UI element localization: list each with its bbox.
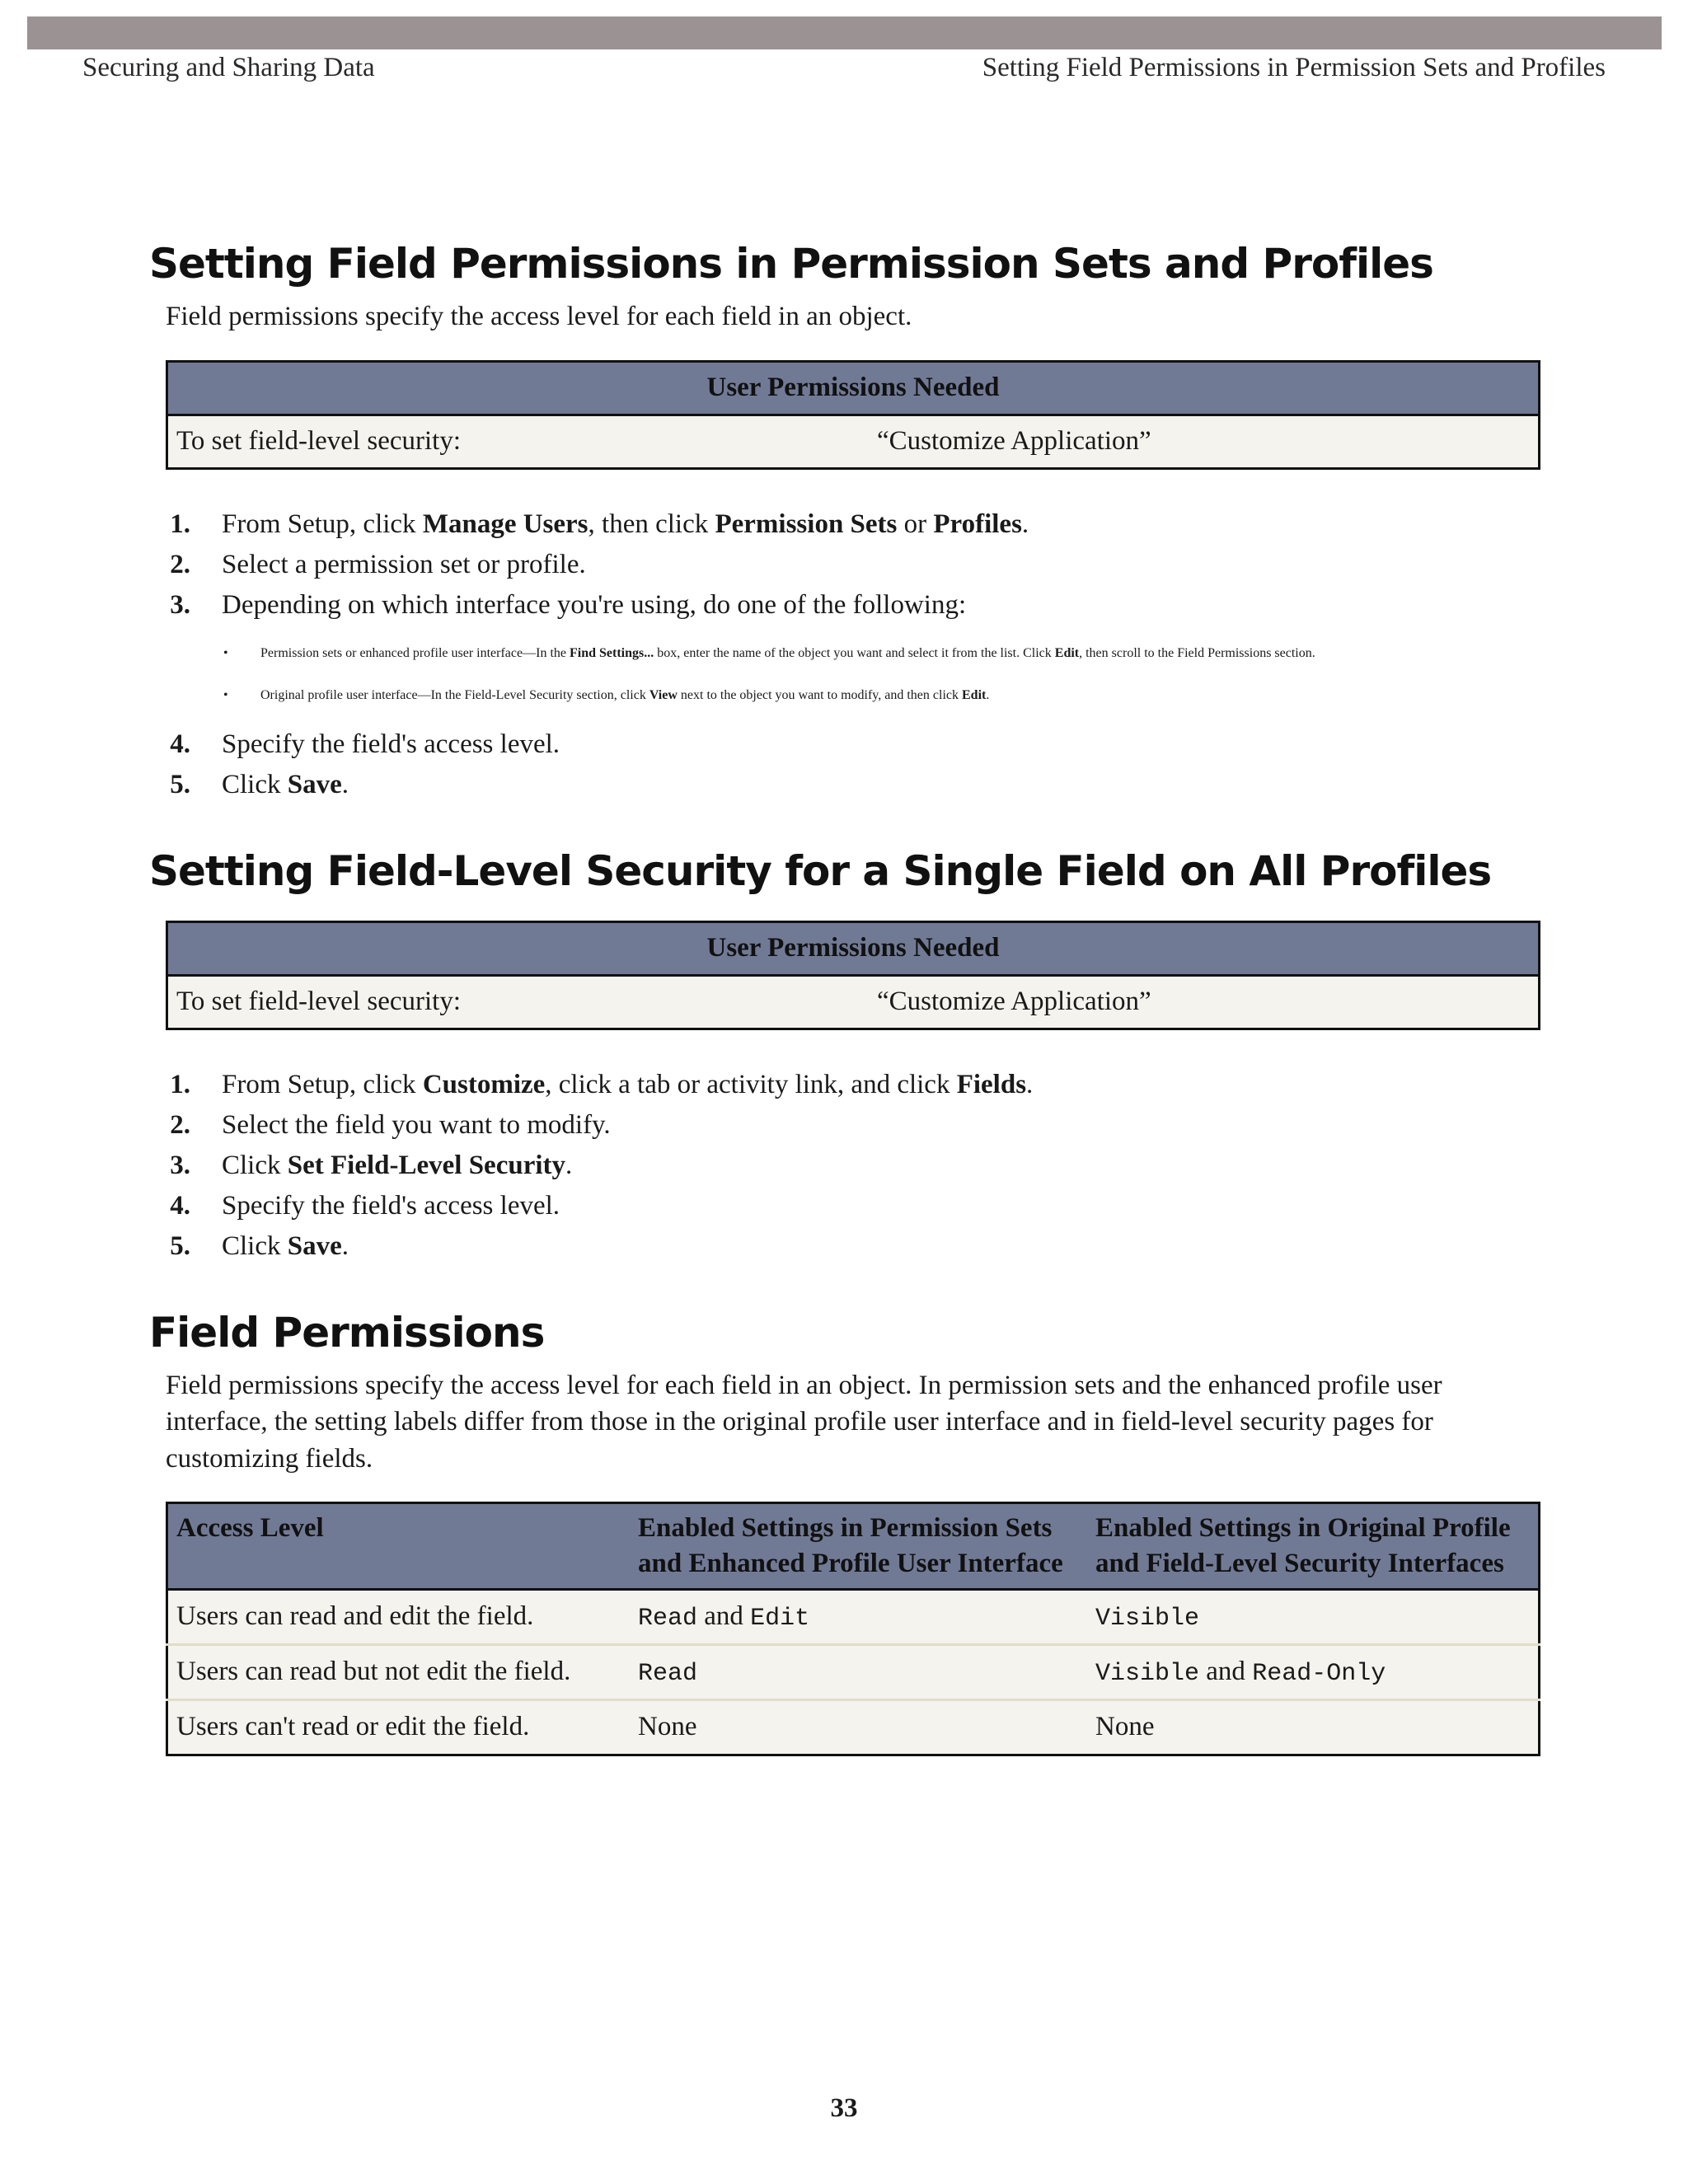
list-item [166, 677, 1542, 713]
setting-code: Read [638, 1659, 698, 1688]
table-row [167, 415, 1540, 468]
table-cell: “Customize Application” [869, 415, 1540, 468]
table-row [167, 1699, 1540, 1755]
list-item [166, 545, 1542, 585]
list-item [166, 1226, 1542, 1267]
step-number: 2. [170, 549, 190, 579]
steps-list [149, 724, 1542, 805]
table-cell [630, 1589, 1087, 1644]
field-permissions-table [166, 1502, 1540, 1756]
step-text: box, enter the name of the object you want and select it from the list. Click [654, 645, 1055, 660]
step-number: 5. [170, 769, 190, 799]
step-text: Select the field you want to modify. [222, 1109, 611, 1140]
section-title: Setting Field Permissions in Permission Sets and Profiles [149, 240, 1433, 288]
step-text: Select a permission set or profile. [222, 549, 586, 579]
step-text: . [986, 687, 990, 702]
step-text: or [897, 509, 934, 539]
table-cell: Users can read but not edit the field. [167, 1644, 631, 1699]
list-item [166, 724, 1542, 765]
step-text: , then click [588, 509, 715, 539]
steps-list [149, 1065, 1542, 1267]
step-text: . [341, 1230, 349, 1261]
bullet-icon: • [223, 645, 228, 660]
running-header-right: Setting Field Permissions in Permission Sets and Profiles [982, 53, 1606, 82]
step-text: From Setup, click [222, 509, 423, 539]
list-item [166, 1146, 1542, 1186]
cell-text: and [1199, 1656, 1253, 1686]
column-header: Enabled Settings in Original Profile and Field-Level Security Interfaces [1087, 1503, 1540, 1590]
bullet-list [149, 635, 1542, 713]
ui-label: Customize [422, 1069, 546, 1099]
table-cell [1087, 1644, 1540, 1699]
table-cell: Users can't read or edit the field. [167, 1699, 631, 1755]
page-number: 33 [830, 2093, 858, 2123]
ui-label: Set Field-Level Security [287, 1150, 566, 1180]
table-cell: To set field-level security: [167, 415, 870, 468]
step-number: 2. [170, 1109, 190, 1140]
section-title: Setting Field-Level Security for a Single Field on All Profiles [149, 846, 1492, 895]
step-text: Specify the field's access level. [222, 1190, 560, 1221]
step-number: 3. [170, 589, 190, 620]
cell-text: and [697, 1601, 751, 1631]
step-text: next to the object you want to modify, and then click [677, 687, 962, 702]
page-content [149, 239, 1542, 1756]
step-text: . [565, 1150, 573, 1180]
list-item [166, 1105, 1542, 1146]
table-cell [1087, 1589, 1540, 1644]
step-text: , click a tab or activity link, and click [545, 1069, 957, 1099]
column-header: Access Level [167, 1503, 631, 1590]
step-text: Click [222, 769, 288, 799]
ui-label: Edit [1054, 645, 1080, 660]
list-item [166, 504, 1542, 545]
ui-label: View [649, 687, 678, 702]
ui-label: Save [287, 1230, 342, 1261]
ui-label: Manage Users [422, 509, 588, 539]
ui-label: Find Settings... [569, 645, 654, 660]
bullet-icon: • [223, 687, 228, 702]
step-text: Click [222, 1150, 288, 1180]
top-color-bar [27, 16, 1662, 49]
ui-label: Edit [962, 687, 987, 702]
step-text: Permission sets or enhanced profile user interface—In the [260, 645, 570, 660]
table-row [167, 1589, 1540, 1644]
step-text: Click [222, 1230, 288, 1261]
table-row [167, 975, 1540, 1029]
step-text: Specify the field's access level. [222, 729, 560, 759]
section-title: Field Permissions [149, 1308, 545, 1357]
table-cell: Users can read and edit the field. [167, 1589, 631, 1644]
table-cell [630, 1644, 1087, 1699]
table-cell: To set field-level security: [167, 975, 870, 1029]
section-lead: Field permissions specify the access level for each field in an object. In permission sets and the enhanced profile user interface, the setting labels differ from those in the original profile user interface and in field-level security pages for customizing fields. [166, 1370, 1442, 1474]
list-item [166, 1186, 1542, 1226]
list-item [166, 635, 1542, 671]
ui-label: Save [287, 769, 342, 799]
section-lead: Field permissions specify the access level for each field in an object. [166, 302, 912, 331]
setting-code: Edit [750, 1604, 810, 1633]
list-item [166, 1065, 1542, 1105]
list-item [166, 765, 1542, 805]
step-number: 5. [170, 1230, 190, 1261]
ui-label: Fields [956, 1069, 1027, 1099]
step-text: From Setup, click [222, 1069, 423, 1099]
step-text: Depending on which interface you're using, do one of the following: [222, 589, 967, 620]
table-row [167, 1644, 1540, 1699]
step-number: 4. [170, 729, 190, 759]
step-text: Original profile user interface—In the Field-Level Security section, click [260, 687, 649, 702]
list-item [166, 585, 1542, 626]
step-number: 3. [170, 1150, 190, 1180]
ui-label: Profiles [933, 509, 1022, 539]
setting-code: Visible [1095, 1659, 1200, 1688]
user-permissions-table [166, 360, 1540, 470]
setting-code: Visible [1095, 1604, 1200, 1633]
steps-list [149, 504, 1542, 626]
step-number: 1. [170, 1069, 190, 1099]
user-permissions-table [166, 921, 1540, 1030]
ui-label: Permission Sets [715, 509, 898, 539]
table-cell: None [1087, 1699, 1540, 1755]
step-text: . [1026, 1069, 1034, 1099]
table-cell: “Customize Application” [869, 975, 1540, 1029]
step-number: 4. [170, 1190, 190, 1221]
step-text: , then scroll to the Field Permissions section. [1079, 645, 1315, 660]
table-header: User Permissions Needed [167, 921, 1540, 975]
step-text: . [1021, 509, 1029, 539]
table-header: User Permissions Needed [167, 361, 1540, 415]
table-cell: None [630, 1699, 1087, 1755]
setting-code: Read [638, 1604, 698, 1633]
step-text: . [341, 769, 349, 799]
step-number: 1. [170, 509, 190, 539]
setting-code: Read-Only [1252, 1659, 1386, 1688]
column-header: Enabled Settings in Permission Sets and Enhanced Profile User Interface [630, 1503, 1087, 1590]
running-header-left: Securing and Sharing Data [82, 53, 375, 82]
